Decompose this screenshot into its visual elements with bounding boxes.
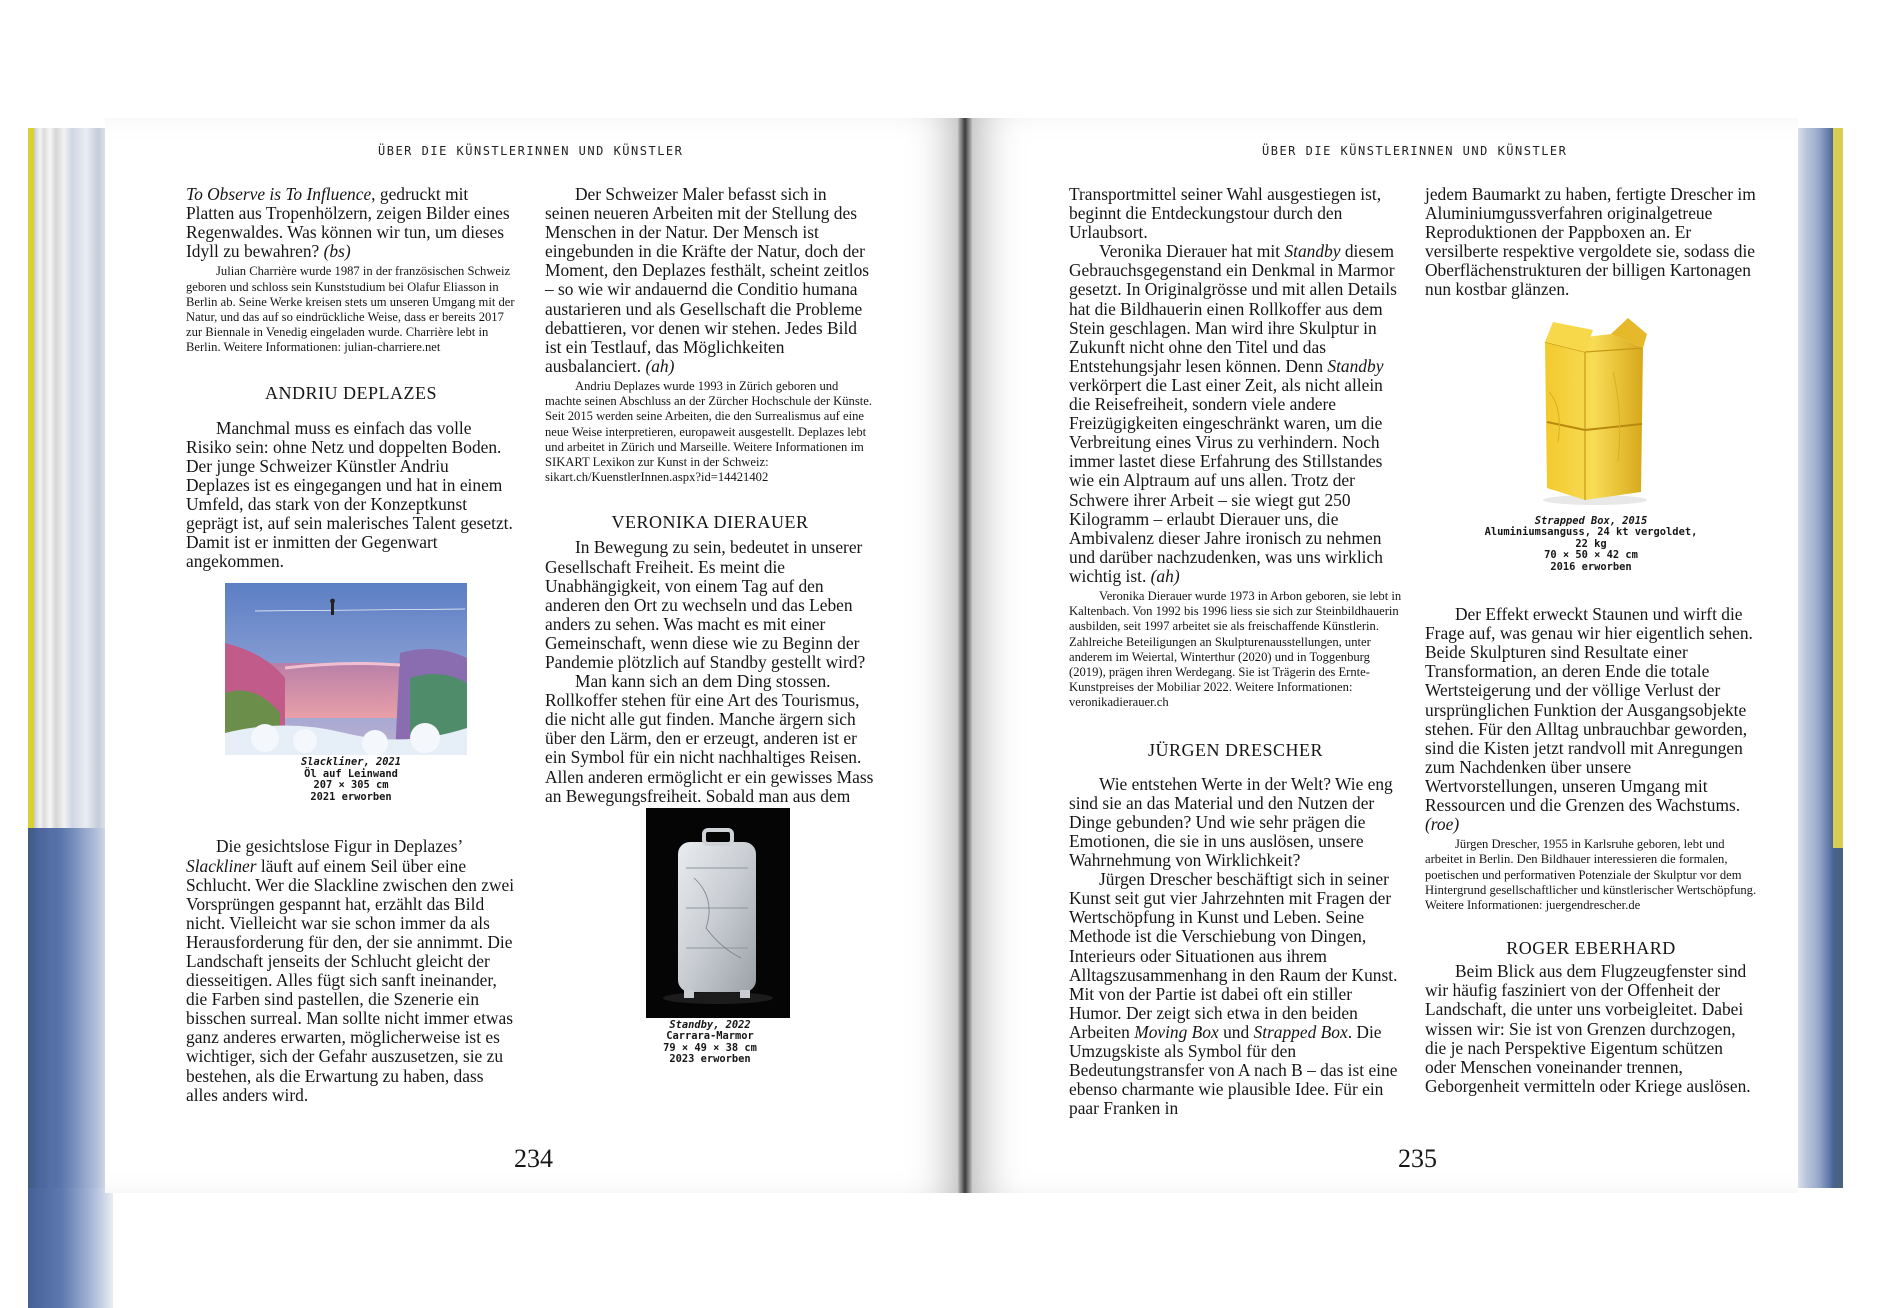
artist-bio: Andriu Deplazes wurde 1993 in Zürich geboren und machte seinen Abschluss an der Zürcher Hochschule der Künste. Seit 2015 werden seine Arbeiten, die den Surrealismus auf eine neue Weise interpretieren, europaweit ausgestellt. Deplazes lebt und arbeitet in Zürich und Marseille. Weitere Informationen im SIKART Lexikon zur Kunst in der Schweiz: sikart.ch/KuenstlerInnen.aspx?id=14421402 bbox=[545, 378, 872, 485]
artist-bio: Julian Charrière wurde 1987 in der französischen Schweiz geboren und schloss sein Kunststudium bei Olafur Eliasson in Berlin ab. Seine Werke kreisen stets um unseren Umgang mit der Natur, und das auf so eindrückliche Weise, dass er bereits 2017 zur Biennale in Venedig eingeladen wurde. Charrière lebt in Berlin. Weitere Informationen: julian-charriere.net bbox=[186, 264, 515, 355]
artist-bio: Veronika Dierauer wurde 1973 in Arbon geboren, sie lebt in Kaltenbach. Von 1992 bis 1996 liess sie sich zur Steinbildhauerin ausbilden, seit 1997 arbeitet sie als freischaffende Künstlerin. Zahlreiche Beteiligungen an Skulpturenausstellungen, unter anderem im Weiertal, Winterthur (2020) und in Toggenburg (2019), prägen ihren Werdegang. Sie ist Trägerin des Ernte-Kunstpreises der Mobiliar 2022. Weitere Informationen: veronikadierauer.ch bbox=[1069, 588, 1402, 710]
caption-line: Öl auf Leinwand bbox=[304, 767, 398, 780]
book-gutter bbox=[958, 118, 972, 1193]
standby-sculpture-image bbox=[646, 808, 790, 1018]
caption-line: Carrara-Marmor bbox=[666, 1030, 754, 1043]
artist-bio: Jürgen Drescher, 1955 in Karlsruhe geboren, lebt und arbeitet in Berlin. Den Bildhauer interessieren die formalen, poetischen und performativen Potenziale der Skulptur vor dem Hintergrund gesellschaftlicher und künstlerischer Wertschöpfung. Weitere Informationen: juergendrescher.de bbox=[1425, 837, 1757, 912]
artist-heading: JÜRGEN DRESCHER bbox=[1147, 739, 1324, 760]
caption-line: Aluminiumsanguss, 24 kt vergoldet, bbox=[1484, 526, 1698, 539]
paragraph: In Bewegung zu sein, bedeutet in unserer Gesellschaft Freiheit. Es meint die Unabhängigkeit, von einem Tag auf den anderen den Ort zu wechseln und das Leben anders zu sehen. Was macht es mit einer Gemeinschaft, wenn diese wie zu Beginn der Pandemie plötzlich auf Standby gestellt wird? bbox=[545, 537, 866, 673]
standby-caption bbox=[545, 1020, 875, 1066]
running-head-right: ÜBER DIE KÜNSTLERINNEN UND KÜNSTLER bbox=[1262, 144, 1568, 158]
strapped-box-caption bbox=[1425, 516, 1757, 574]
caption-title: Strapped Box, 2015 bbox=[1534, 514, 1648, 527]
slackliner-painting-image bbox=[225, 583, 467, 755]
running-head-left: ÜBER DIE KÜNSTLERINNEN UND KÜNSTLER bbox=[378, 144, 684, 158]
artist-heading: ANDRIU DEPLAZES bbox=[265, 382, 437, 403]
paragraph: Transportmittel seiner Wahl ausgestiegen ist, beginnt die Entdeckungstour durch den Urlaubsort. bbox=[1069, 184, 1382, 243]
strapped-box-figure bbox=[1425, 312, 1757, 512]
paragraph: Manchmal muss es einfach das volle Risiko sein: ohne Netz und doppelten Boden. Der junge Schweizer Künstler Andriu Deplazes ist es eingegangen und hat in einem Umfeld, das stark von der Konzeptkunst geprägt ist, auf sein malerisches Talent gesetzt. Damit ist er inmitten der Gegenwart angekommen. bbox=[186, 417, 513, 572]
paragraph: Beim Blick aus dem Flugzeugfenster sind wir häufig fasziniert von der Offenheit der Landschaft, die unter uns vorbeigleitet. Dabei wissen wir: Sie ist von Grenzen durchzogen, die je nach Perspektive Eigentum schützen oder Menschen voneinander trennen, Geborgenheit vermitteln oder Kriege auslösen. bbox=[1425, 961, 1751, 1096]
paragraph: Die gesichtslose Figur in Deplazes’ Slackliner läuft auf einem Seil über eine Schlucht. Wer die Slackline zwischen den zwei Vorsprüngen gespannt hat, erzählt das Bild nicht. Vielleicht war sie schon immer da als Herausforderung für den, der sie annimmt. Die Landschaft jenseits der Schlucht gleicht der diesseitigen. Alles fügt sich sanft ineinander, die Farben sind pastellen, die Szenerie ein bisschen surreal. Man sollte nicht immer etwas ganz anderes erwarten, möglicherweise ist es wichtiger, sich der Gefahr auszusetzen, sie zu bestehen, als die Erwartung zu haben, dass alles anders wird. bbox=[186, 836, 515, 1105]
paragraph: To Observe is To Influence, gedruckt mit Platten aus Tropenhölzern, zeigen Bilder eines Regenwaldes. Was können wir tun, um dieses Idyll zu bewahren? (bs) bbox=[186, 184, 510, 262]
left-column-2 bbox=[545, 185, 875, 1066]
left-column-1 bbox=[186, 185, 516, 1105]
caption-line: 70 × 50 × 42 cm bbox=[1544, 549, 1638, 562]
caption-line: 2016 erworben bbox=[1550, 560, 1632, 573]
standby-figure bbox=[545, 808, 875, 1018]
paragraph: Jürgen Drescher beschäftigt sich in seiner Kunst seit gut vier Jahrzehnten mit Fragen der Wertschöpfung in Kunst und Leben. Seine Methode ist die Verschiebung von Dingen, Interieurs oder Situationen aus ihrem Alltagszusammenhang in den Raum der Kunst. Mit von der Partie ist dabei oft ein stiller Humor. Der zeigt sich etwa in den beiden Arbeiten Moving Box und Strapped Box. Die Umzugskiste als Symbol für den Bedeutungstransfer von A nach B – das ist eine ebenso charmante wie plausible Idee. Für ein paar Franken in bbox=[1069, 869, 1398, 1119]
right-column-2 bbox=[1425, 185, 1757, 1096]
paragraph: jedem Baumarkt zu haben, fertigte Drescher im Aluminiumgussverfahren originalgetreue Reproduktionen der Pappboxen an. Er versilberte respektive vergoldete sie, sodass die Oberflächenstrukturen der billigen Kartonagen nun kostbar glänzen. bbox=[1425, 184, 1756, 300]
page-number-left: 234 bbox=[514, 1144, 553, 1173]
right-column-1 bbox=[1069, 185, 1402, 1118]
caption-title: Slackliner, 2021 bbox=[300, 756, 402, 769]
page-number-right: 235 bbox=[1398, 1144, 1437, 1173]
caption-line: 79 × 49 × 38 cm bbox=[663, 1041, 757, 1054]
caption-line: 2023 erworben bbox=[669, 1053, 751, 1066]
artist-heading: VERONIKA DIERAUER bbox=[611, 512, 809, 533]
paragraph: Wie entstehen Werte in der Welt? Wie eng sind sie an das Material und den Nutzen der Dinge gebunden? Und wie sehr prägen die Emotionen, die sie in uns auslösen, unsere Wahrnehmung von Wirklichkeit? bbox=[1069, 773, 1393, 871]
paragraph: Veronika Dierauer hat mit Standby diesem Gebrauchsgegenstand ein Denkmal in Marmor gesetzt. In Originalgrösse und mit allen Details hat die Bildhauerin einen Rollkoffer aus dem Stein geschlagen. Man wird ihre Skulptur in Zukunft nicht ohne den Titel und das Entstehungsjahr lesen können. Denn Standby verkörpert die Last einer Zeit, als nicht allein die Reisefreiheit, sondern viele andere Freizügigkeiten eingeschränkt waren, um die Verbreitung eines Virus zu verhindern. Noch immer lastet diese Erfahrung des Stillstandes wie ein Alptraum auf uns allen. Trotz der Schwere ihrer Arbeit – sie wiegt gut 250 Kilogramm – erlaubt Dierauer uns, die Ambivalenz dieser Jahre ironisch zu nehmen und darüber nachzudenken, was uns wirklich wichtig ist. (ah) bbox=[1069, 241, 1397, 586]
slackliner-figure bbox=[186, 579, 516, 803]
slackliner-caption bbox=[186, 757, 516, 803]
caption-line: 2021 erworben bbox=[310, 790, 392, 803]
book-edge-left bbox=[28, 128, 113, 1188]
paragraph: Der Effekt erweckt Staunen und wirft die Frage auf, was genau wir hier eigentlich sehen. Beide Skulpturen sind Resultate einer Transformation, an deren Ende die totale Wertsteigerung und der völlige Verlust der ursprünglichen Funktion der Ausgangsobjekte stehen. Für den Alltag unbrauchbar geworden, sind die Kisten jetzt randvoll mit Anregungen zum Nachdenken über unsere Wertvorstellungen, unseren Umgang mit Ressourcen und die Grenzen des Wachstums. (roe) bbox=[1425, 604, 1753, 835]
strapped-box-sculpture-image bbox=[1523, 312, 1665, 512]
caption-line: 207 × 305 cm bbox=[313, 779, 389, 792]
paragraph: Der Schweizer Maler befasst sich in seinen neueren Arbeiten mit der Stellung des Menschen in der Natur. Der Mensch ist eingebunden in die Kräfte der Natur, doch der Moment, den Deplazes festhält, scheint zeitlos – so wie wir andauernd die Conditio humana austarieren und als Gesellschaft die Probleme debattieren, vor denen wir stehen. Jedes Bild ist ein Testlauf, das Möglichkeiten ausbalanciert. (ah) bbox=[545, 184, 870, 376]
book-edge-right bbox=[1795, 128, 1843, 1188]
artist-heading: ROGER EBERHARD bbox=[1506, 938, 1676, 959]
paragraph: Man kann sich an dem Ding stossen. Rollkoffer stehen für eine Art des Tourismus, die nicht alle gut finden. Manche ärgern sich über den Lärm, den er erzeugt, anderen ist er ein Symbol für ein nicht nachhaltiges Reisen. Allen anderen ermöglicht er ein gewisses Mass an Bewegungsfreiheit. Sobald man aus dem bbox=[545, 671, 874, 806]
caption-title: Standby, 2022 bbox=[669, 1018, 751, 1031]
caption-line: 22 kg bbox=[1575, 537, 1607, 550]
